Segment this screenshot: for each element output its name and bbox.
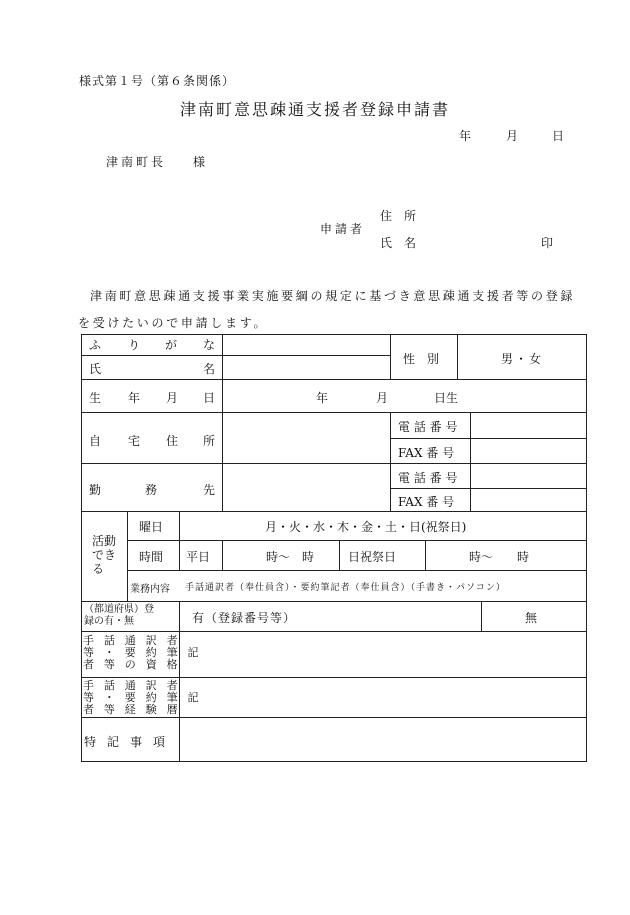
remarks-label-3: 事 [130,735,143,749]
qualification-label: 手 話 通 訳 者 等 ・ 要 約 筆 記 者 等 の 資 格 [83,634,202,671]
applicant-name-label: 氏 名 [380,236,417,250]
name-label-2: 名 [203,362,216,376]
workplace-label-3: 先 [203,483,216,497]
birthdate-label-4: 日 [203,391,216,405]
applicant-label: 申請者 [320,222,366,236]
birth-month-label: 月 [376,391,389,405]
weekday-time-range[interactable]: 時～ 時 [266,550,315,564]
registration-label: （都道府県）登 録の有・無 [84,604,154,627]
page-title: 津南町意思疎通支援者登録申請書 [179,100,450,119]
date-year-label: 年 [459,129,472,143]
furigana-label-4: な [203,338,216,352]
addressee: 津南町長 [106,155,167,169]
seal-mark: 印 [541,236,554,250]
work-content-options[interactable]: 手話通訳者（奉仕員含）・要約筆記者（奉仕員含）（手書き・パソコン） [185,583,506,593]
registration-yes-option[interactable]: 有（登録番号等） [192,611,297,625]
remarks-label-4: 項 [153,735,166,749]
time-label: 時間 [139,550,164,564]
birthdate-label-1: 生 [89,391,102,405]
remarks-label-2: 記 [107,735,120,749]
home-phone-label: 電 話 番 号 [398,420,458,434]
birthdate-label-2: 年 [128,391,141,405]
furigana-label-3: が [165,338,178,352]
date-month-label: 月 [506,129,519,143]
birthdate-label-3: 月 [166,391,179,405]
furigana-label-2: り [128,338,141,352]
home-address-label-3: 住 [166,434,179,448]
registration-no-option[interactable]: 無 [525,611,538,625]
holiday-time-range[interactable]: 時～ 時 [469,550,530,564]
furigana-label-1: ふ [89,338,102,352]
applicant-address-label: 住 所 [380,209,417,223]
experience-label: 手 話 通 訳 者 等 ・ 要 約 筆 記 者 等 経 験 暦 [83,679,202,716]
work-fax-label: FAX 番 号 [398,495,455,509]
weekday-label: 曜日 [139,520,164,534]
form-number: 様式第１号（第６条関係） [79,74,236,88]
home-address-label-1: 自 [89,434,102,448]
activity-label: 活動 でき る [92,534,117,576]
work-phone-label: 電 話 番 号 [398,471,458,485]
home-fax-label: FAX 番 号 [398,446,455,460]
weekday-options[interactable]: 月・火・水・木・金・土・日(祝祭日) [265,520,467,534]
gender-label: 性 別 [403,352,440,366]
weekday-short-label: 平日 [186,550,211,564]
remarks-label-1: 特 [84,735,97,749]
workplace-label-1: 勤 [89,483,102,497]
work-content-label: 業務内容 [130,584,170,595]
gender-value[interactable]: 男・女 [501,352,544,366]
workplace-label-2: 務 [145,483,158,497]
home-address-label-4: 所 [203,434,216,448]
birth-year-label: 年 [316,391,329,405]
addressee-suffix: 様 [193,155,206,169]
name-label-1: 氏 [89,362,102,376]
holiday-label: 日祝祭日 [348,550,397,564]
date-day-label: 日 [552,129,565,143]
application-statement: 津南町意思疎通支援事業実施要綱の規定に基づき意思疎通支援者等の登録を受けたいので申請します。 [78,289,576,330]
home-address-label-2: 宅 [128,434,141,448]
birth-day-label: 日生 [434,391,459,405]
